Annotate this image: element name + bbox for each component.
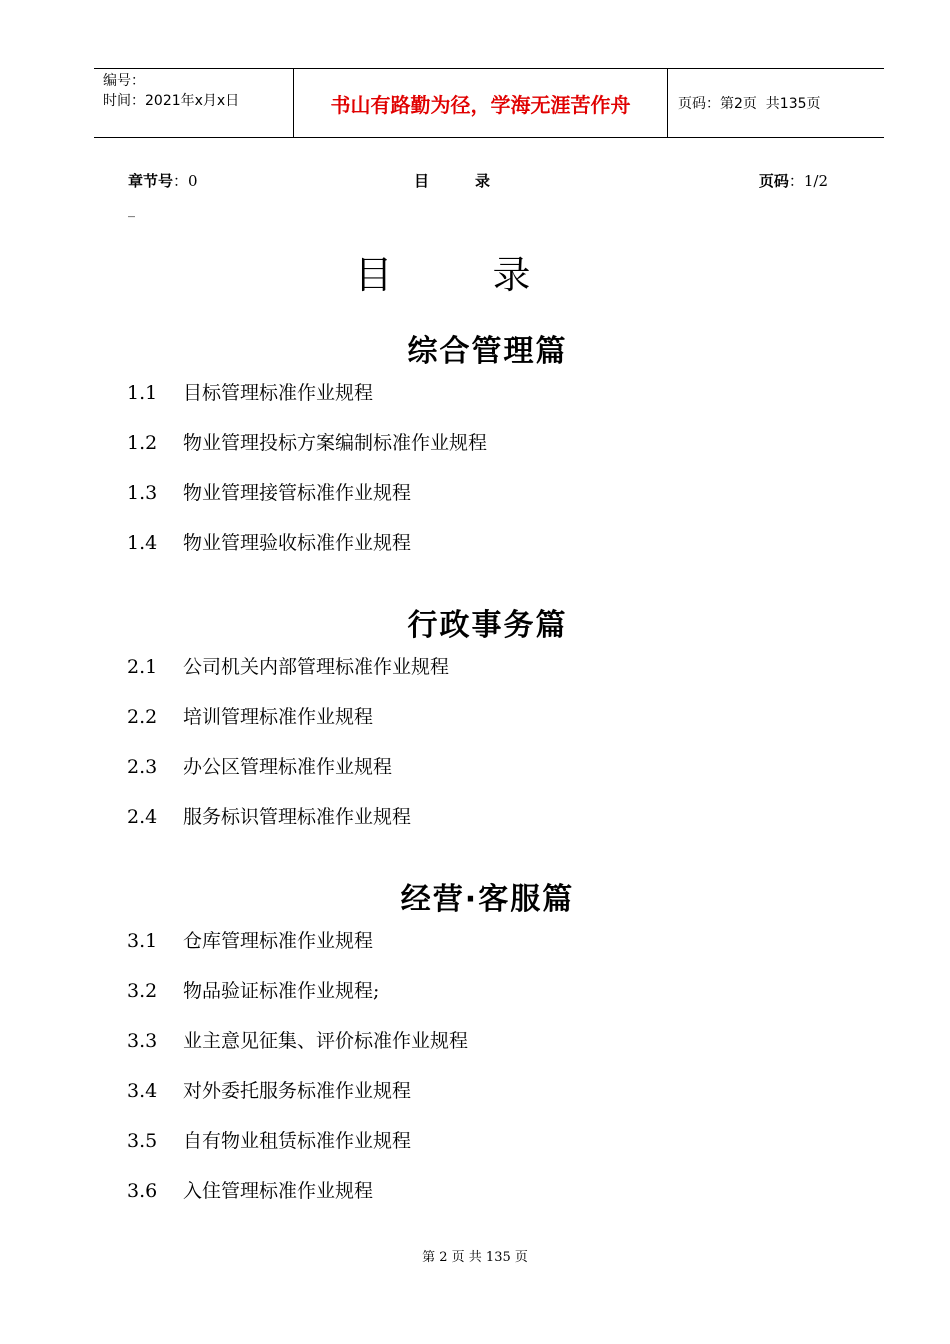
section-heading: 经营·客服篇 bbox=[400, 882, 575, 917]
chapter-page-value: ：1/2 bbox=[788, 172, 828, 190]
toc-item[interactable] bbox=[127, 926, 373, 953]
toc-item-text: 物品验证标准作业规程; bbox=[183, 980, 380, 1002]
chapter-center-title: 目录 bbox=[414, 172, 537, 190]
toc-item[interactable] bbox=[127, 528, 411, 555]
toc-item-number: 1.2 bbox=[127, 432, 158, 454]
section-heading: 综合管理篇 bbox=[407, 334, 568, 369]
toc-item[interactable] bbox=[127, 428, 487, 455]
page-header bbox=[94, 68, 884, 138]
chapter-value: ：0 bbox=[173, 172, 198, 190]
toc-item-number: 3.6 bbox=[127, 1180, 158, 1202]
header-page-info bbox=[668, 69, 884, 137]
toc-item[interactable] bbox=[127, 378, 373, 405]
chapter-number bbox=[128, 170, 198, 191]
toc-item-number: 3.3 bbox=[127, 1030, 158, 1052]
toc-item-text: 服务标识管理标准作业规程 bbox=[183, 806, 412, 828]
toc-item[interactable] bbox=[127, 802, 411, 829]
toc-item-text: 物业管理验收标准作业规程 bbox=[183, 532, 412, 554]
toc-item-number: 1.1 bbox=[127, 382, 158, 404]
toc-item-number: 2.3 bbox=[127, 756, 158, 778]
header-page-text: 页码：第2页 共135页 bbox=[678, 96, 821, 112]
toc-item[interactable] bbox=[127, 752, 392, 779]
toc-item-text: 入住管理标准作业规程 bbox=[183, 1180, 374, 1202]
chapter-label: 章节号 bbox=[128, 172, 174, 190]
toc-item[interactable] bbox=[127, 652, 449, 679]
toc-item[interactable] bbox=[127, 1026, 468, 1053]
toc-item-text: 仓库管理标准作业规程 bbox=[183, 930, 374, 952]
toc-item[interactable] bbox=[127, 1126, 411, 1153]
toc-item-text: 目标管理标准作业规程 bbox=[183, 382, 374, 404]
section-heading: 行政事务篇 bbox=[407, 608, 568, 643]
toc-item-text: 业主意见征集、评价标准作业规程 bbox=[183, 1030, 469, 1052]
toc-item-text: 对外委托服务标准作业规程 bbox=[183, 1080, 412, 1102]
toc-item-text: 物业管理接管标准作业规程 bbox=[183, 482, 412, 504]
header-motto: 书山有路勤为径，学海无涯苦作舟 bbox=[294, 69, 668, 137]
toc-item-number: 1.3 bbox=[127, 482, 158, 504]
toc-item-number: 1.4 bbox=[127, 532, 158, 554]
time-label: 时间：2021年x月x日 bbox=[103, 93, 240, 109]
toc-item-text: 办公区管理标准作业规程 bbox=[183, 756, 393, 778]
toc-item[interactable] bbox=[127, 976, 379, 1003]
toc-item-number: 2.4 bbox=[127, 806, 158, 828]
toc-item-number: 3.2 bbox=[127, 980, 158, 1002]
toc-item-number: 3.1 bbox=[127, 930, 158, 952]
page-title: 目录 bbox=[354, 253, 631, 297]
toc-item[interactable] bbox=[127, 702, 373, 729]
toc-item-text: 物业管理投标方案编制标准作业规程 bbox=[183, 432, 488, 454]
toc-item-number: 2.1 bbox=[127, 656, 158, 678]
toc-item-text: 公司机关内部管理标准作业规程 bbox=[183, 656, 450, 678]
toc-item-number: 3.4 bbox=[127, 1080, 158, 1102]
toc-item[interactable] bbox=[127, 478, 411, 505]
toc-item[interactable] bbox=[127, 1076, 411, 1103]
serial-label: 编号： bbox=[103, 73, 145, 89]
toc-item-number: 3.5 bbox=[127, 1130, 158, 1152]
chapter-page bbox=[759, 170, 828, 191]
toc-item[interactable] bbox=[127, 1176, 373, 1203]
chapter-line bbox=[128, 170, 828, 194]
header-meta bbox=[94, 69, 294, 137]
toc-item-text: 自有物业租赁标准作业规程 bbox=[183, 1130, 412, 1152]
page-footer: 第 2 页 共 135 页 bbox=[422, 1250, 528, 1265]
toc-item-text: 培训管理标准作业规程 bbox=[183, 706, 374, 728]
chapter-page-label: 页码 bbox=[758, 172, 789, 190]
dash-mark: _ bbox=[128, 202, 135, 218]
toc-item-number: 2.2 bbox=[127, 706, 158, 728]
